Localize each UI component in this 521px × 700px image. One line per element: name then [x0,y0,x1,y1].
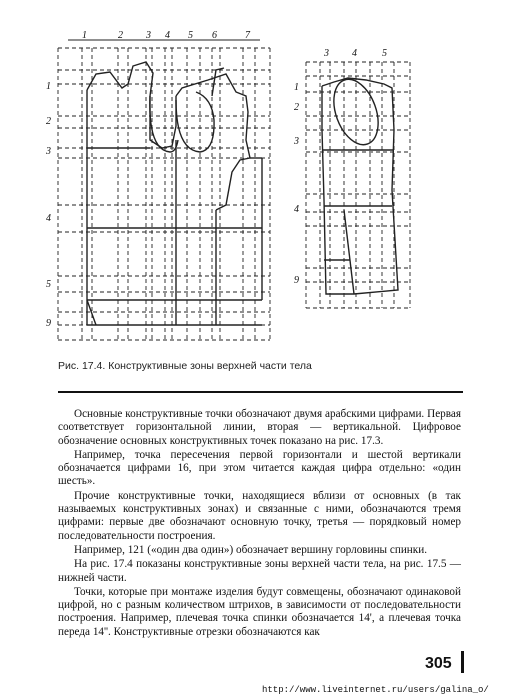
col-label-1: 1 [82,30,87,41]
right-col-label-4: 4 [352,48,357,59]
page-number: 305 [425,655,452,672]
paragraph: Точки, которые при монтаже изделия будут совмещены, обозначают одинаковой цифрой, но с разным количеством штрихов, в зависимости от последовательности построения. Например, плечевая точка спинки обозначается 14', а плечевая точка переда 14''. Конструктивные отрезки обозначаются как [58,585,461,638]
figure-caption: Рис. 17.4. Конструктивные зоны верхней части тела [58,360,312,372]
col-label-3: 3 [146,30,151,41]
row-label-9: 9 [46,318,51,329]
paragraph: Основные конструктивные точки обозначают двумя арабскими цифрами. Первая соответствует горизонтальной линии, вторая — вертикальной. Цифровое обозначение основных конструктивных точек показано на рис. 17.3. [58,408,461,447]
row-label-4: 4 [46,213,51,224]
right-row-label-1: 1 [294,82,299,93]
body-text [58,408,461,639]
col-label-7: 7 [245,30,250,41]
page-number-bar [461,651,464,673]
footer-url: http://www.liveinternet.ru/users/galina_o/ [262,685,489,695]
paragraph: Например, точка пересечения первой горизонтали и шестой вертикали обозначается цифрами 16, при этом читается каждая цифра отдельно: «один шесть». [58,448,461,488]
right-row-label-4: 4 [294,204,299,215]
col-label-2: 2 [118,30,123,41]
col-label-6: 6 [212,30,217,41]
right-row-label-2: 2 [294,102,299,113]
row-label-1: 1 [46,81,51,92]
col-label-5: 5 [188,30,193,41]
paragraph: Прочие конструктивные точки, находящиеся вблизи от основных (в так называемых конструктивных зонах) и связанные с ними, обозначаются тремя цифрами: первые две обозначают основную точку, третья — порядковый номер последовательности построения. [58,489,461,542]
paragraph: Например, 121 («один два один») обозначает вершину горловины спинки. [74,543,428,556]
right-col-label-5: 5 [382,48,387,59]
paragraph: На рис. 17.4 показаны конструктивные зоны верхней части тела, на рис. 17.5 — нижней части. [58,558,461,584]
col-label-4: 4 [165,30,170,41]
right-row-label-9: 9 [294,275,299,286]
row-label-3: 3 [46,146,51,157]
row-label-5: 5 [46,279,51,290]
right-col-label-3: 3 [324,48,329,59]
divider-rule [58,391,463,393]
right-row-label-3: 3 [294,136,299,147]
row-label-2: 2 [46,116,51,127]
